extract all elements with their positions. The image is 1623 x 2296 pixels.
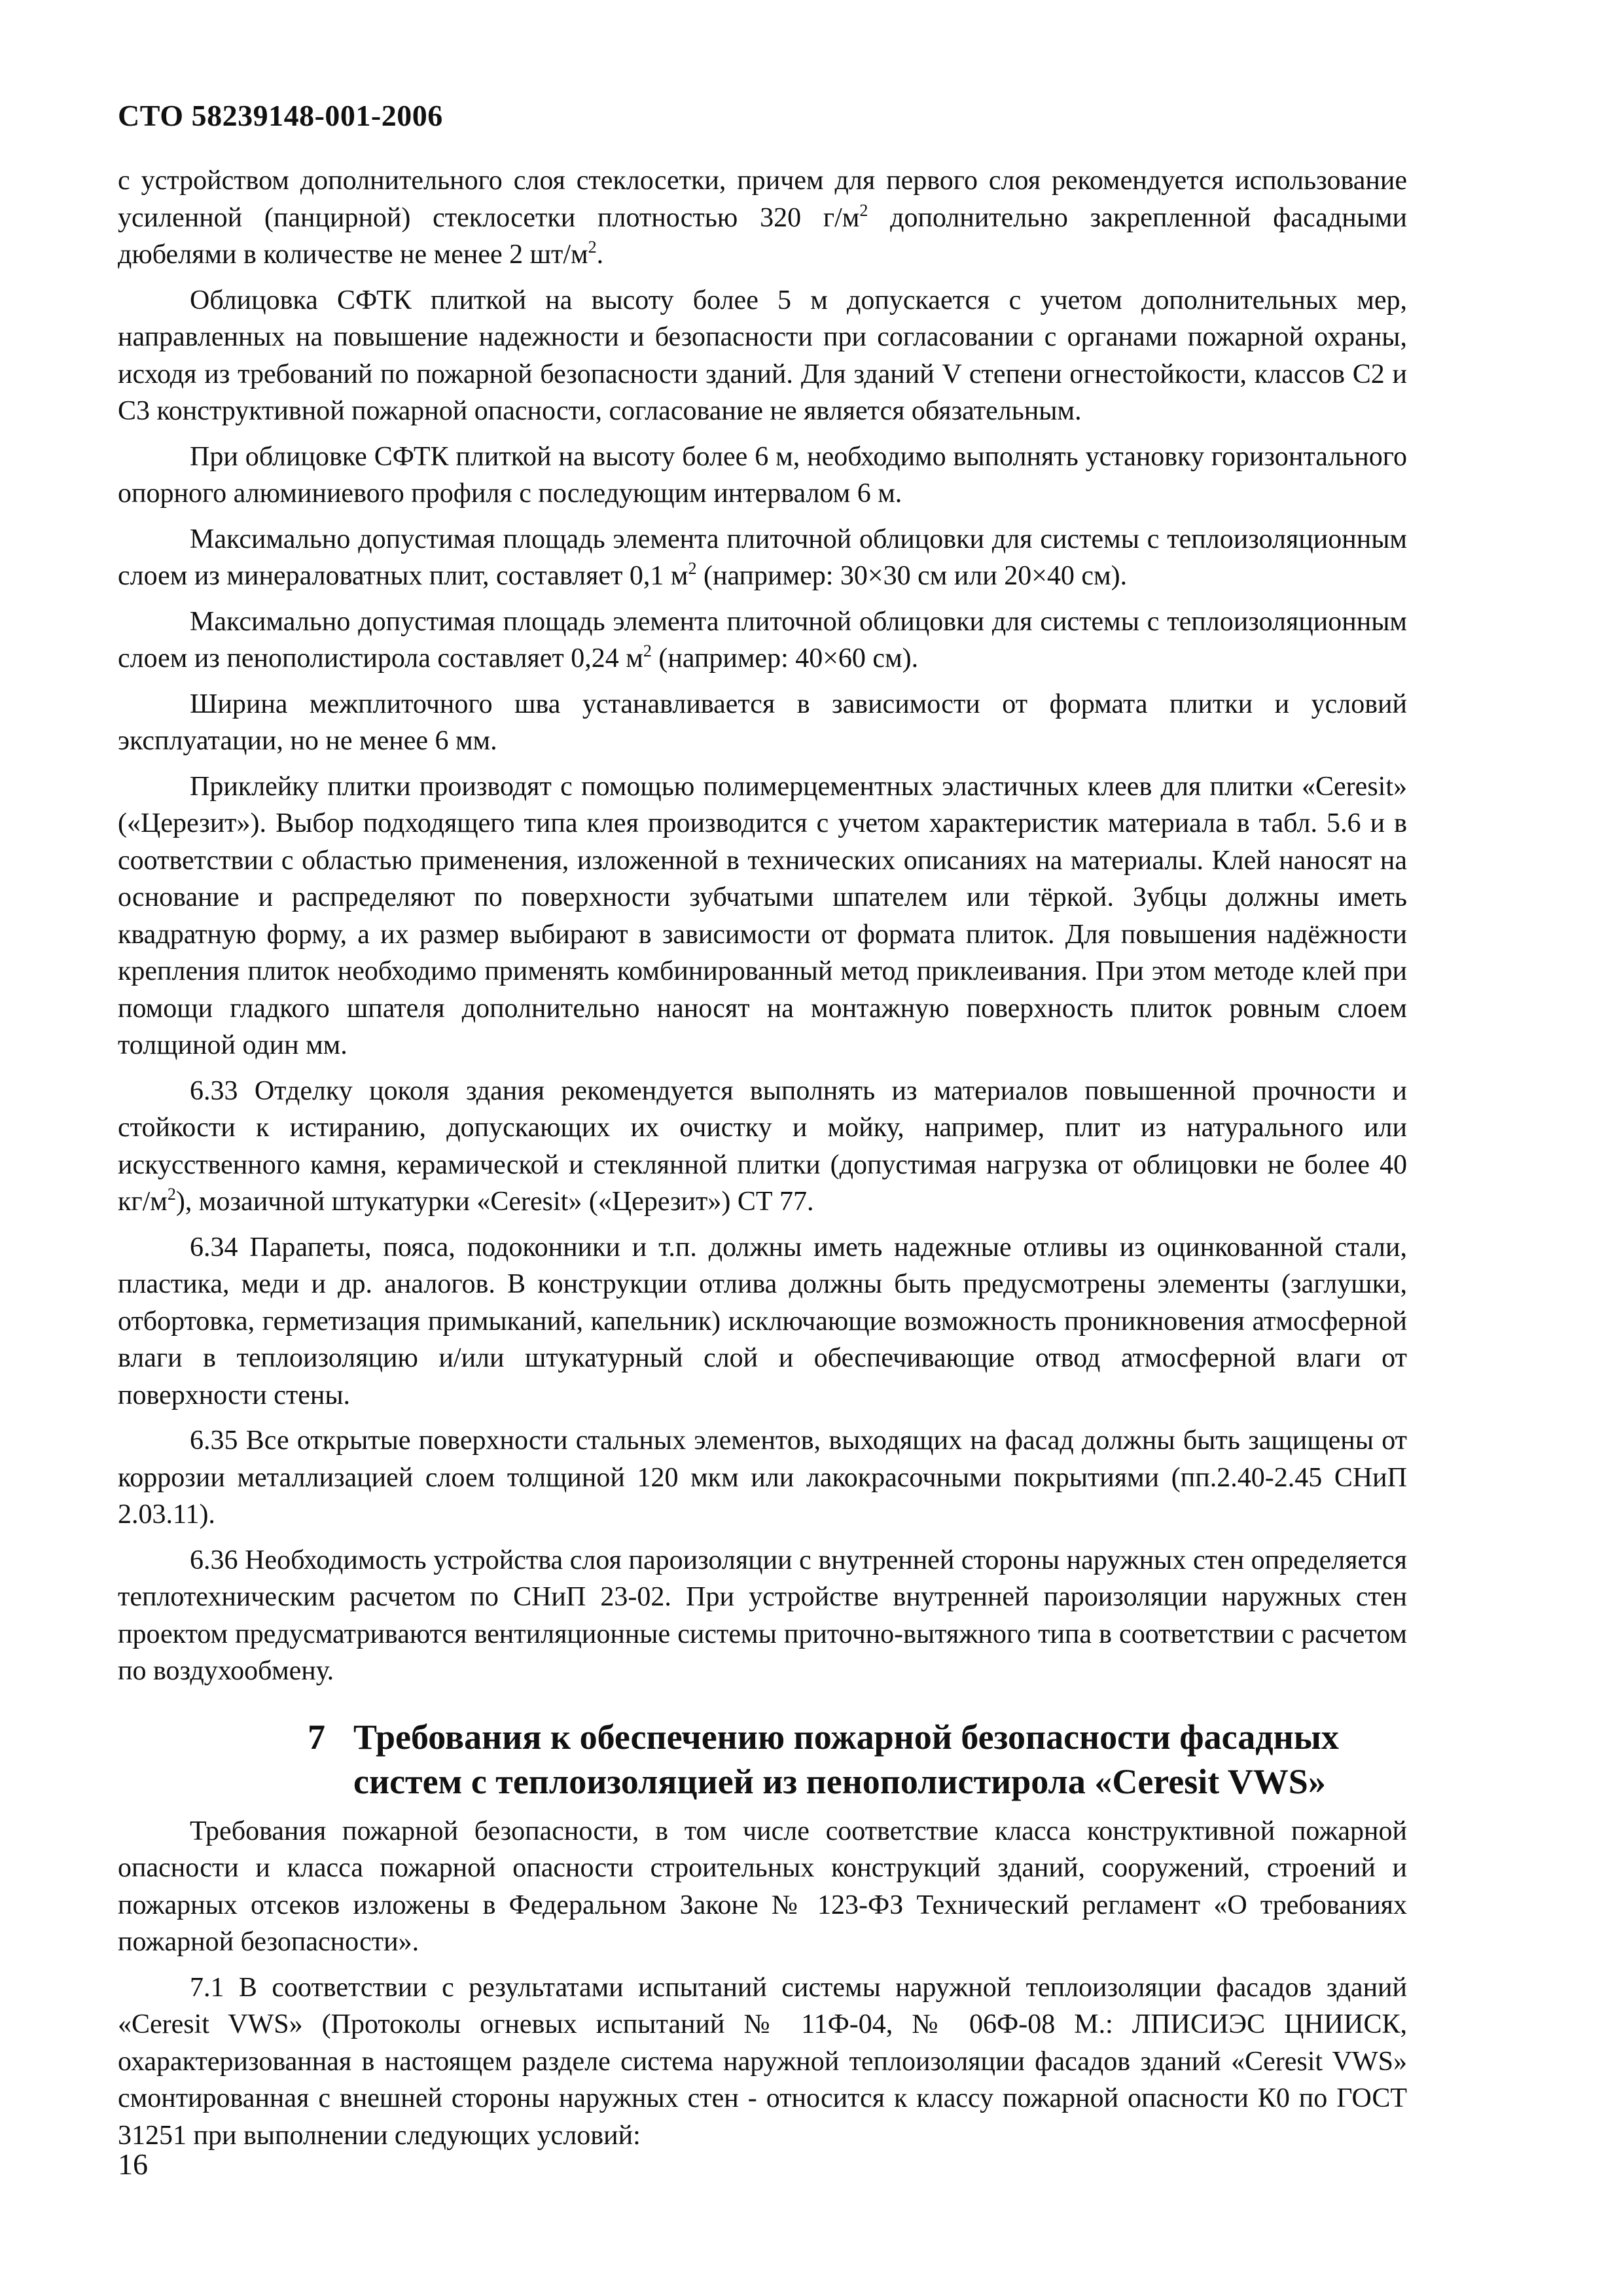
superscript: 2 — [859, 200, 868, 220]
paragraph-fire-safety-requirements: Требования пожарной безопасности, в том числе соответствие класса конструктивной пожарной опасности и класса пожарной опасности строительных конструкций зданий, сооружений, строений и пожарных отсеков изложены в Федеральном Законе № 123-ФЗ Технический регламент «О требованиях пожарной безопасности». — [118, 1816, 1407, 1957]
superscript: 2 — [588, 238, 597, 257]
paragraph-6-36-vapor-barrier: 6.36 Необходимость устройства слоя пароизоляции с внутренней стороны наружных стен определяется теплотехническим расчетом по СНиП 23-02. При устройстве внутренней пароизоляции наружных стен проектом предусматриваются вентиляционные системы приточно-вытяжного типа в соответствии с расчетом по воздухообмену. — [118, 1545, 1407, 1686]
paragraph-support-profile: При облицовке СФТК плиткой на высоту более 6 м, необходимо выполнять установку горизонтального опорного алюминиевого профиля с последующим интервалом 6 м. — [118, 441, 1407, 509]
paragraph-max-area-polystyrene: Максимально допустимая площадь элемента плиточной облицовки для системы с теплоизоляционным слоем из пенополистирола составляет 0,24 $м^2$ (например: 40×60 см). — [118, 606, 1407, 673]
paragraph-6-33-plinth: 6.33 Отделку цоколя здания рекомендуется выполнять из материалов повышенной прочности и стойкости к истиранию, допускающих их очистку и мойку, например, плит из натурального или искусственного камня, керамической и стеклянной плитки (допустимая нагрузка от облицовки не более 40 $кг/м^2$), мозаичной штукатурки «Ceresit» («Церезит») СТ 77. — [118, 1075, 1407, 1217]
paragraph-6-34-parapets: 6.34 Парапеты, пояса, подоконники и т.п. должны иметь надежные отливы из оцинкованной стали, пластика, меди и др. аналогов. В конструкции отлива должны быть предусмотрены элементы (заглушки, отбортовка, герметизация примыканий, капельник) исключающие возможность проникновения атмосферной влаги в теплоизоляцию и/или штукатурный слой и обеспечивающие отвод атмосферной влаги от поверхности стены. — [118, 1232, 1407, 1410]
paragraph-6-35-steel-elements: 6.35 Все открытые поверхности стальных элементов, выходящих на фасад должны быть защищены от коррозии металлизацией слоем толщиной 120 мкм или лакокрасочными покрытиями (пп.2.40-2.45 СНиП 2.03.11). — [118, 1426, 1407, 1530]
paragraph-tile-gluing: Приклейку плитки производят с помощью полимерцементных эластичных клеев для плитки «Ceresit» («Церезит»). Выбор подходящего типа клея производится с учетом характеристик материала в табл. 5.6 и в соответствии с областью применения, изложенной в технических описаниях на материалы. Клей наносят на основание и распределяют по поверхности зубчатыми шпателем или тёркой. Зубцы должны иметь квадратную форму, а их размер выбирают в зависимости от формата плиток. Для повышения надёжности крепления плиток необходимо применять комбинированный метод приклеивания. При этом методе клей при помощи гладкого шпателя дополнительно наносят на монтажную поверхность плиток ровным слоем толщиной один мм. — [118, 771, 1407, 1060]
paragraph-max-area-mineral-wool: Максимально допустимая площадь элемента плиточной облицовки для системы с теплоизоляционным слоем из минераловатных плит, составляет 0,1 $м^2$ (например: 30×30 см или 20×40 см). — [118, 524, 1407, 591]
section-number: 7 — [308, 1717, 325, 1757]
paragraph-tile-cladding-height: Облицовка СФТК плиткой на высоту более 5 м допускается с учетом дополнительных мер, направленных на повышение надежности и безопасности при согласовании с органами пожарной охраны, исходя из требований по пожарной безопасности зданий. Для зданий V степени огнестойкости, классов С2 и С3 конструктивной пожарной опасности, согласование не является обязательным. — [118, 285, 1407, 426]
document-code-header: СТО 58239148-001-2006 — [118, 99, 443, 132]
page-number: 16 — [118, 2147, 148, 2181]
superscript: 2 — [643, 641, 652, 660]
section-title: Требования к обеспечению пожарной безопасности фасадных систем с теплоизоляцией из пенополистирола «Ceresit VWS» — [353, 1717, 1339, 1801]
paragraph-continuation: с устройством дополнительного слоя стеклосетки, причем для первого слоя рекомендуется использование усиленной (панцирной) стеклосетки плотностью 320 $г/м^2$ дополнительно закрепленной фасадными дюбелями в количестве не менее 2 $шт/м^2$. — [118, 166, 1407, 270]
superscript: 2 — [688, 559, 697, 578]
document-body — [118, 162, 1407, 2162]
superscript: 2 — [167, 1185, 176, 1204]
paragraph-joint-width: Ширина межплиточного шва устанавливается в зависимости от формата плитки и условий эксплуатации, но не менее 6 мм. — [118, 689, 1407, 756]
paragraph-7-1-test-results: 7.1 В соответствии с результатами испытаний системы наружной теплоизоляции фасадов зданий «Ceresit VWS» (Протоколы огневых испытаний № 11Ф-04, № 06Ф-08 М.: ЛПИСИЭС ЦНИИСК, охарактеризованная в настоящем разделе система наружной теплоизоляции фасадов зданий «Ceresit VWS» смонтированная с внешней стороны наружных стен - относится к классу пожарной опасности К0 по ГОСТ 31251 при выполнении следующих условий: — [118, 1972, 1407, 2151]
section-heading — [118, 1715, 1407, 1804]
